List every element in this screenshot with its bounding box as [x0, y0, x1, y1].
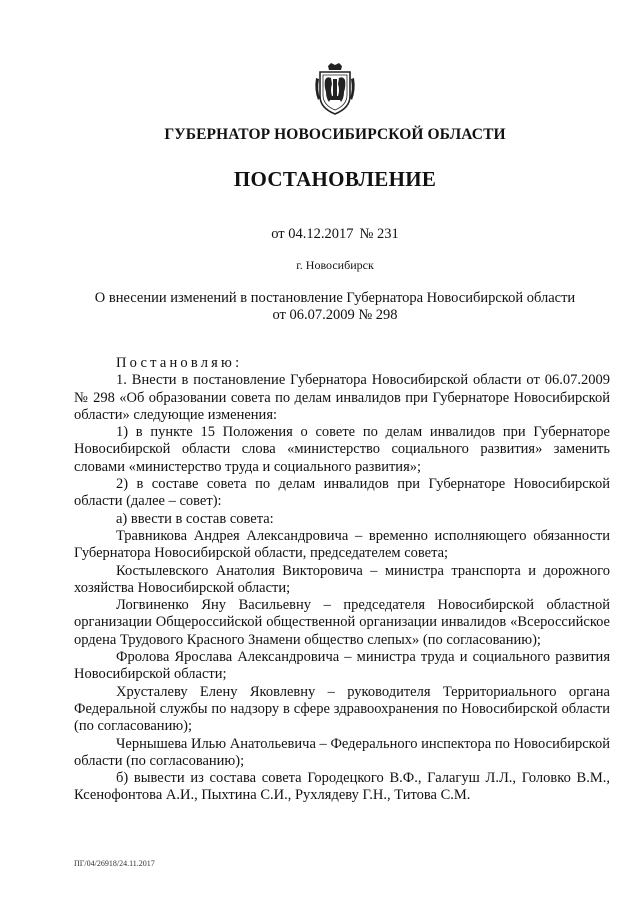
document-number: № 231	[359, 226, 399, 242]
subject-line-1: О внесении изменений в постановление Губернатора Новосибирской области	[94, 290, 576, 306]
body-paragraph: Фролова Ярослава Александровича – министра труда и социального развития Новосибирской области;	[74, 649, 610, 683]
body-paragraph: 2) в составе совета по делам инвалидов при Губернаторе Новосибирской области (далее – совет):	[74, 476, 610, 510]
body-paragraph: Логвиненко Яну Васильевну – председателя Новосибирской областной организации Общероссийской общественной организации инвалидов «Всероссийское ордена Трудового Красного Знамени общество слепых» (по согласованию);	[74, 597, 610, 648]
document-body	[74, 355, 610, 805]
document-date-number	[0, 226, 640, 243]
document-reference: ПГ/04/26918/24.11.2017	[74, 859, 155, 868]
subject-line-2: от 06.07.2009 № 298	[272, 307, 398, 323]
body-paragraph: Травникова Андрея Александровича – временно исполняющего обязанности Губернатора Новосибирской области, председателем совета;	[74, 527, 610, 562]
authority-title: ГУБЕРНАТОР НОВОСИБИРСКОЙ ОБЛАСТИ	[164, 126, 506, 143]
body-paragraph: 1. Внести в постановление Губернатора Новосибирской области от 06.07.2009 № 298 «Об образовании совета по делам инвалидов при Губернаторе Новосибирской области» следующие изменения:	[74, 372, 610, 423]
decree-heading: Постановляю:	[116, 355, 240, 371]
body-paragraph: Костылевского Анатолия Викторовича – министра транспорта и дорожного хозяйства Новосибирской области;	[74, 562, 610, 596]
body-paragraph: б) вывести из состава совета Городецкого В.Ф., Галагуш Л.Л., Головко В.М., Ксенофонтова А.И., Пыхтина С.И., Рухлядеву Г.Н., Титова С.М.	[74, 770, 610, 804]
document-date: от 04.12.2017	[271, 226, 354, 242]
body-paragraph: Чернышева Илью Анатольевича – Федерального инспектора по Новосибирской области (по согласованию);	[74, 735, 610, 769]
document-type: ПОСТАНОВЛЕНИЕ	[233, 167, 437, 191]
coat-of-arms-icon	[314, 62, 356, 116]
body-paragraph: а) ввести в состав совета:	[116, 510, 274, 527]
document-subject	[0, 290, 640, 324]
body-paragraph: Хрусталеву Елену Яковлевну – руководителя Территориального органа Федеральной службы по надзору в сфере здравоохранения по Новосибирской области (по согласованию);	[74, 683, 610, 735]
body-paragraph: 1) в пункте 15 Положения о совете по делам инвалидов при Губернаторе Новосибирской области слова «министерство социального развития» заменить словами «министерство труда и социального развития»;	[74, 424, 610, 475]
document-city: г. Новосибирск	[296, 258, 374, 272]
